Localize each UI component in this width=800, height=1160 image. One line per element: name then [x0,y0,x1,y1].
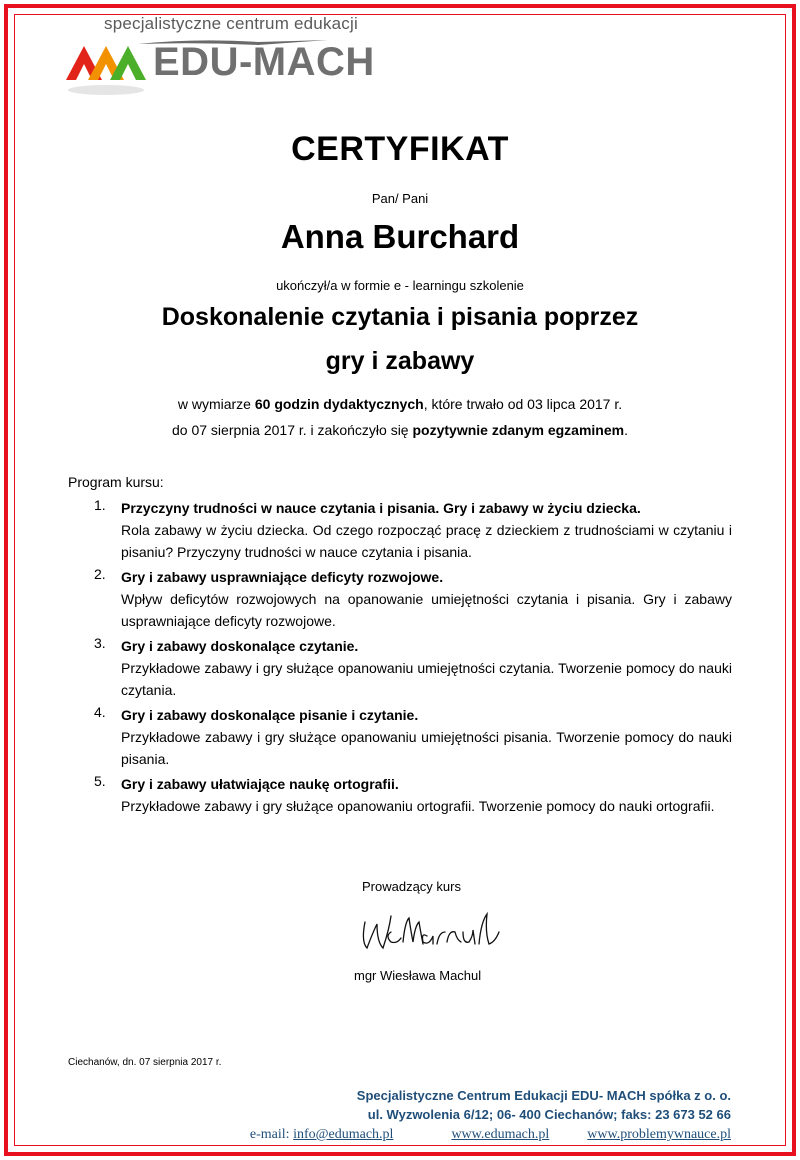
program-item-description: Rola zabawy w życiu dziecka. Od czego rozpocząć pracę z dzieckiem z trudnościami w czytaniu i pisaniu? Przyczyny trudności w nauce czytania i pisania. [121,522,732,560]
scope-period: . [624,422,628,438]
program-item-number: 2. [94,566,106,582]
program-item-number: 1. [94,497,106,513]
course-scope-line1 [0,396,800,412]
logo-tagline: specjalistyczne centrum edukacji [104,14,358,33]
program-item-description: Przykładowe zabawy i gry służące opanowaniu umiejętności czytania. Tworzenie pomocy do nauki czytania. [121,660,732,698]
footer-website2-link[interactable]: www.problemywnauce.pl [587,1127,731,1142]
footer-website-link[interactable]: www.edumach.pl [451,1127,550,1142]
completion-text: ukończył/a w formie e - learningu szkolenie [276,278,524,293]
course-title-line1: Doskonalenie czytania i pisania poprzez [161,303,639,331]
program-item-title: Gry i zabawy usprawniające deficyty rozwojowe. [121,569,444,585]
footer-contacts [0,1127,731,1143]
instructor-label: Prowadzący kurs [362,879,461,894]
instructor-name: mgr Wiesława Machul [354,968,482,983]
program-item-number: 4. [94,704,106,720]
scope-prefix: w wymiarze [177,396,255,412]
program-item [94,497,732,563]
place-date: Ciechanów, dn. 07 sierpnia 2017 r. [68,1057,222,1068]
footer-email-link[interactable]: info@edumach.pl [293,1127,394,1142]
salutation: Pan/ Pani [371,191,429,206]
program-item [94,635,732,701]
program-label: Program kursu: [68,474,164,490]
program-item [94,704,732,770]
program-item-description: Przykładowe zabawy i gry służące opanowaniu ortografii. Tworzenie pomocy do nauki ortografii. [121,798,715,814]
footer-company: Specjalistyczne Centrum Edukacji EDU- MACH spółka z o. o. [356,1088,731,1103]
footer-address: ul. Wyzwolenia 6/12; 06- 400 Ciechanów; faks: 23 673 52 66 [367,1107,731,1122]
program-item-title: Gry i zabawy ułatwiające naukę ortografii. [121,776,399,792]
scope-dates: , które trwało od 03 lipca 2017 r. [423,396,623,412]
recipient-name: Anna Burchard [280,218,520,255]
course-scope-line2 [0,422,800,438]
program-item-number: 5. [94,773,106,789]
scope-hours: 60 godzin dydaktycznych [254,396,424,412]
program-item-number: 3. [94,635,106,651]
program-list [94,497,732,820]
program-item-title: Przyczyny trudności w nauce czytania i pisania. Gry i zabawy w życiu dziecka. [121,500,641,516]
program-item-title: Gry i zabawy doskonalące czytanie. [121,638,359,654]
signature-image [357,902,502,957]
scope-exam: pozytywnie zdanym egzaminem [412,422,625,438]
footer-email-label: e-mail: [249,1127,294,1142]
scope-end-date: do 07 sierpnia 2017 r. i zakończyło się [172,422,413,438]
program-item-description: Wpływ deficytów rozwojowych na opanowanie umiejętności czytania i pisania. Gry i zabawy usprawniające deficyty rozwojowe. [121,591,732,629]
logo-text: EDU-MACH [153,40,375,84]
logo-mark-icon [66,40,156,100]
certificate-title: CERTYFIKAT [291,130,509,168]
program-item-title: Gry i zabawy doskonalące pisanie i czytanie. [121,707,419,723]
program-item [94,773,732,817]
course-title-line2: gry i zabawy [325,347,475,375]
program-item [94,566,732,632]
program-item-description: Przykładowe zabawy i gry służące opanowaniu umiejętności pisania. Tworzenie pomocy do nauki pisania. [121,729,732,767]
